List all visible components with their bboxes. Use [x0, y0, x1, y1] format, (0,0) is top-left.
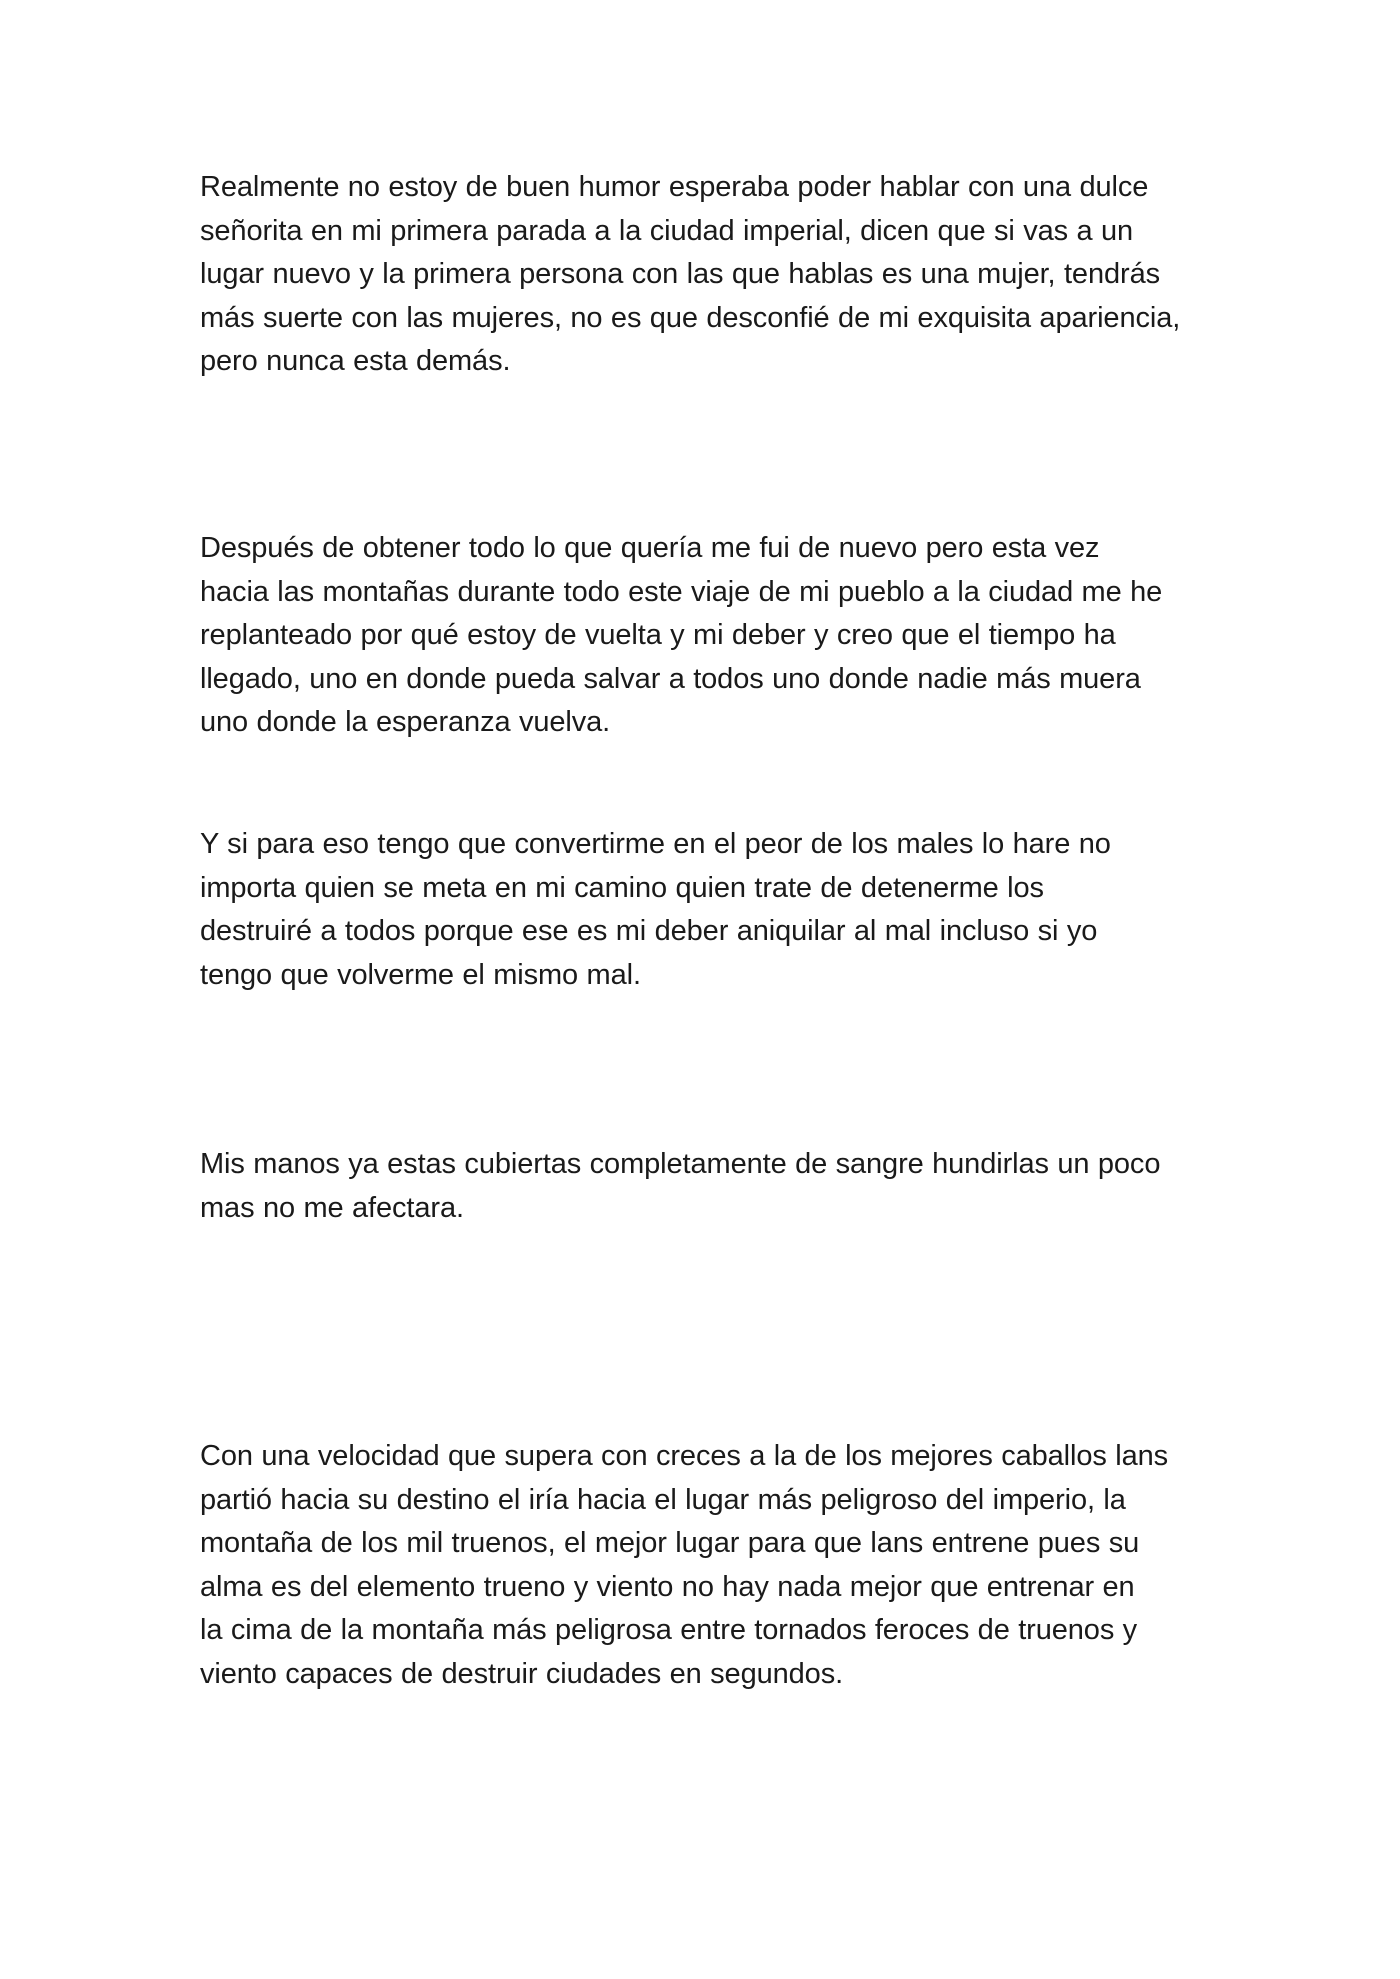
paragraph-4 [200, 1143, 1210, 1230]
paragraph-line: Realmente no estoy de buen humor esperaba poder hablar con una dulce [200, 171, 1149, 203]
paragraph-2 [200, 527, 1210, 745]
paragraph-line: importa quien se meta en mi camino quien trate de detenerme los [200, 871, 1044, 904]
paragraph-line: montaña de los mil truenos, el mejor lugar para que lans entrene pues su [200, 1527, 1140, 1559]
paragraph-line: señorita en mi primera parada a la ciudad imperial, dicen que si vas a un [200, 214, 1134, 247]
paragraph-line: Y si para eso tengo que convertirme en el peor de los males lo hare no [200, 828, 1111, 860]
paragraph-line: viento capaces de destruir ciudades en segundos. [200, 1657, 844, 1690]
paragraph-line: Mis manos ya estas cubiertas completamente de sangre hundirlas un poco [200, 1148, 1161, 1180]
paragraph-line: destruiré a todos porque ese es mi deber aniquilar al mal incluso si yo [200, 915, 1098, 947]
paragraph-line: uno donde la esperanza vuelva. [200, 706, 611, 738]
paragraph-line: Después de obtener todo lo que quería me fui de nuevo pero esta vez [200, 532, 1100, 564]
paragraph-line: llegado, uno en donde pueda salvar a todos uno donde nadie más muera [200, 662, 1141, 695]
paragraph-line: replanteado por qué estoy de vuelta y mi deber y creo que el tiempo ha [200, 619, 1116, 651]
paragraph-line: mas no me afectara. [200, 1191, 464, 1224]
paragraph-5 [200, 1435, 1210, 1696]
paragraph-line: más suerte con las mujeres, no es que desconfié de mi exquisita apariencia, [200, 301, 1181, 334]
paragraph-line: Con una velocidad que supera con creces a la de los mejores caballos lans [200, 1440, 1169, 1472]
paragraph-line: lugar nuevo y la primera persona con las que hablas es una mujer, tendrás [200, 258, 1160, 290]
paragraph-line: alma es del elemento trueno y viento no hay nada mejor que entrenar en [200, 1570, 1135, 1603]
paragraph-1 [200, 166, 1210, 384]
paragraph-3 [200, 823, 1210, 997]
paragraph-line: partió hacia su destino el iría hacia el lugar más peligroso del imperio, la [200, 1483, 1126, 1516]
paragraph-line: hacia las montañas durante todo este viaje de mi pueblo a la ciudad me he [200, 575, 1163, 608]
paragraph-line: pero nunca esta demás. [200, 345, 511, 377]
paragraph-line: tengo que volverme el mismo mal. [200, 958, 641, 991]
paragraph-line: la cima de la montaña más peligrosa entre tornados feroces de truenos y [200, 1614, 1138, 1646]
